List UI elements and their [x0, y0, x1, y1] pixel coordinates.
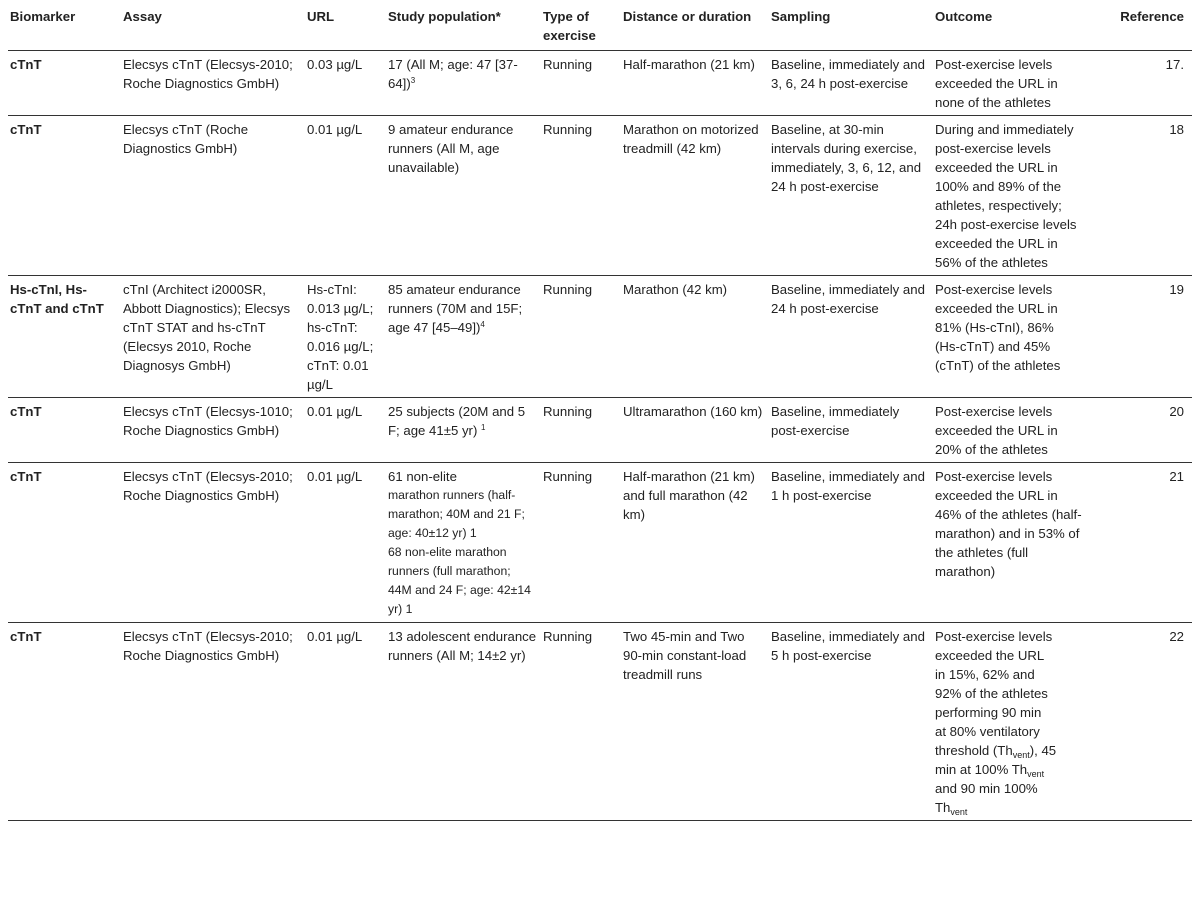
cell-url: 0.03 µg/L — [305, 51, 386, 116]
cell-exercise: Running — [541, 116, 621, 276]
subscript-vent: vent — [950, 807, 968, 817]
outcome-line — [935, 798, 1082, 817]
footnote-marker: 4 — [480, 320, 485, 329]
outcome-text: ), 45 — [1029, 743, 1057, 758]
cell-population — [386, 51, 541, 116]
table-row — [8, 116, 1192, 276]
cell-distance: Ultramarathon (160 km) — [621, 398, 769, 463]
cell-population: 9 amateur endurance runners (All M, age unavailable) — [386, 116, 541, 276]
cell-reference: 18 — [1086, 116, 1192, 276]
footnote-marker: 1 — [481, 423, 486, 432]
header-exercise: Type of exercise — [541, 2, 621, 51]
cell-distance: Marathon (42 km) — [621, 276, 769, 398]
outcome-line — [935, 760, 1082, 779]
cell-outcome: Post-exercise levels exceeded the URL in 20% of the athletes — [933, 398, 1086, 463]
header-outcome: Outcome — [933, 2, 1086, 51]
cell-distance: Half-marathon (21 km) and full marathon (42 km) — [621, 463, 769, 623]
outcome-line: at 80% ventilatory — [935, 724, 1040, 739]
cell-outcome: Post-exercise levels exceeded the URL in none of the athletes — [933, 51, 1086, 116]
header-biomarker: Biomarker — [8, 2, 121, 51]
biomarker-table — [8, 2, 1192, 821]
table-row — [8, 51, 1192, 116]
outcome-text: Th — [935, 800, 951, 815]
cell-distance: Half-marathon (21 km) — [621, 51, 769, 116]
header-reference: Reference — [1086, 2, 1192, 51]
cell-distance: Marathon on motorized treadmill (42 km) — [621, 116, 769, 276]
population-half-marathon: marathon runners (half-marathon; 40M and 21 F; age: 40±12 yr) 1 — [388, 488, 525, 540]
header-population: Study population* — [386, 2, 541, 51]
subscript-vent: vent — [1027, 769, 1045, 779]
cell-assay: Elecsys cTnT (Elecsys-2010; Roche Diagnostics GmbH) — [121, 463, 305, 623]
cell-sampling: Baseline, immediately and 1 h post-exercise — [769, 463, 933, 623]
cell-population — [386, 276, 541, 398]
cell-assay: Elecsys cTnT (Elecsys-1010; Roche Diagnostics GmbH) — [121, 398, 305, 463]
table-row — [8, 276, 1192, 398]
cell-sampling: Baseline, immediately post-exercise — [769, 398, 933, 463]
cell-url: 0.01 µg/L — [305, 463, 386, 623]
table-row — [8, 623, 1192, 821]
cell-assay: cTnI (Architect i2000SR, Abbott Diagnostics); Elecsys cTnT STAT and hs-cTnT (Elecsys 2010, Roche Diagnosys GmbH) — [121, 276, 305, 398]
cell-sampling: Baseline, immediately and 24 h post-exercise — [769, 276, 933, 398]
cell-biomarker: cTnT — [8, 116, 121, 276]
outcome-line — [935, 741, 1082, 760]
outcome-line: performing 90 min — [935, 705, 1042, 720]
outcome-line: and 90 min 100% — [935, 781, 1038, 796]
cell-url: 0.01 µg/L — [305, 116, 386, 276]
cell-assay: Elecsys cTnT (Roche Diagnostics GmbH) — [121, 116, 305, 276]
cell-distance: Two 45-min and Two 90-min constant-load treadmill runs — [621, 623, 769, 821]
table-row — [8, 398, 1192, 463]
cell-url: 0.01 µg/L — [305, 398, 386, 463]
cell-assay: Elecsys cTnT (Elecsys-2010; Roche Diagnostics GmbH) — [121, 623, 305, 821]
cell-exercise: Running — [541, 463, 621, 623]
cell-outcome: Post-exercise levels exceeded the URL in 81% (Hs-cTnI), 86% (Hs-cTnT) and 45% (cTnT) of the athletes — [933, 276, 1086, 398]
cell-biomarker: cTnT — [8, 463, 121, 623]
cell-biomarker: cTnT — [8, 623, 121, 821]
cell-exercise: Running — [541, 276, 621, 398]
cell-url: 0.01 µg/L — [305, 623, 386, 821]
cell-exercise: Running — [541, 51, 621, 116]
header-assay: Assay — [121, 2, 305, 51]
table-row — [8, 463, 1192, 623]
cell-outcome — [933, 623, 1086, 821]
cell-assay: Elecsys cTnT (Elecsys-2010; Roche Diagnostics GmbH) — [121, 51, 305, 116]
cell-exercise: Running — [541, 623, 621, 821]
cell-sampling: Baseline, at 30-min intervals during exercise, immediately, 3, 6, 12, and 24 h post-exercise — [769, 116, 933, 276]
cell-population — [386, 463, 541, 623]
footnote-marker: 3 — [410, 76, 416, 85]
outcome-text: threshold (Th — [935, 743, 1013, 758]
subscript-vent: vent — [1012, 750, 1030, 760]
population-lead: 61 non-elite — [388, 469, 457, 484]
outcome-text: min at 100% Th — [935, 762, 1028, 777]
cell-biomarker: cTnT — [8, 51, 121, 116]
cell-sampling: Baseline, immediately and 5 h post-exercise — [769, 623, 933, 821]
cell-sampling: Baseline, immediately and 3, 6, 24 h post-exercise — [769, 51, 933, 116]
population-text: 85 amateur endurance runners (70M and 15F; age 47 [45–49]) — [388, 282, 523, 335]
cell-outcome: Post-exercise levels exceeded the URL in 46% of the athletes (half-marathon) and in 53% of the athletes (full marathon) — [933, 463, 1086, 623]
population-full-marathon: 68 non-elite marathon runners (full marathon; 44M and 24 F; age: 42±14 yr) 1 — [388, 545, 531, 616]
population-text: 17 (All M; age: 47 [37-64]) — [388, 57, 518, 91]
cell-reference: 21 — [1086, 463, 1192, 623]
outcome-line: 92% of the athletes — [935, 686, 1048, 701]
cell-population: 13 adolescent endurance runners (All M; 14±2 yr) — [386, 623, 541, 821]
cell-biomarker: cTnT — [8, 398, 121, 463]
cell-reference: 20 — [1086, 398, 1192, 463]
outcome-line: in 15%, 62% and — [935, 667, 1035, 682]
cell-reference: 19 — [1086, 276, 1192, 398]
header-sampling: Sampling — [769, 2, 933, 51]
header-url: URL — [305, 2, 386, 51]
outcome-line: Post-exercise levels — [935, 629, 1053, 644]
population-text: 25 subjects (20M and 5 F; age 41±5 yr) — [388, 404, 526, 438]
cell-reference: 17. — [1086, 51, 1192, 116]
cell-biomarker: Hs-cTnI, Hs-cTnT and cTnT — [8, 276, 121, 398]
header-distance: Distance or duration — [621, 2, 769, 51]
header-row — [8, 2, 1192, 51]
cell-url: Hs-cTnI: 0.013 µg/L; hs-cTnT: 0.016 µg/L; cTnT: 0.01 µg/L — [305, 276, 386, 398]
cell-population — [386, 398, 541, 463]
cell-exercise: Running — [541, 398, 621, 463]
cell-outcome: During and immediately post-exercise levels exceeded the URL in 100% and 89% of the athletes, respectively; 24h post-exercise levels exceeded the URL in 56% of the athletes — [933, 116, 1086, 276]
cell-reference: 22 — [1086, 623, 1192, 821]
outcome-line: exceeded the URL — [935, 648, 1045, 663]
